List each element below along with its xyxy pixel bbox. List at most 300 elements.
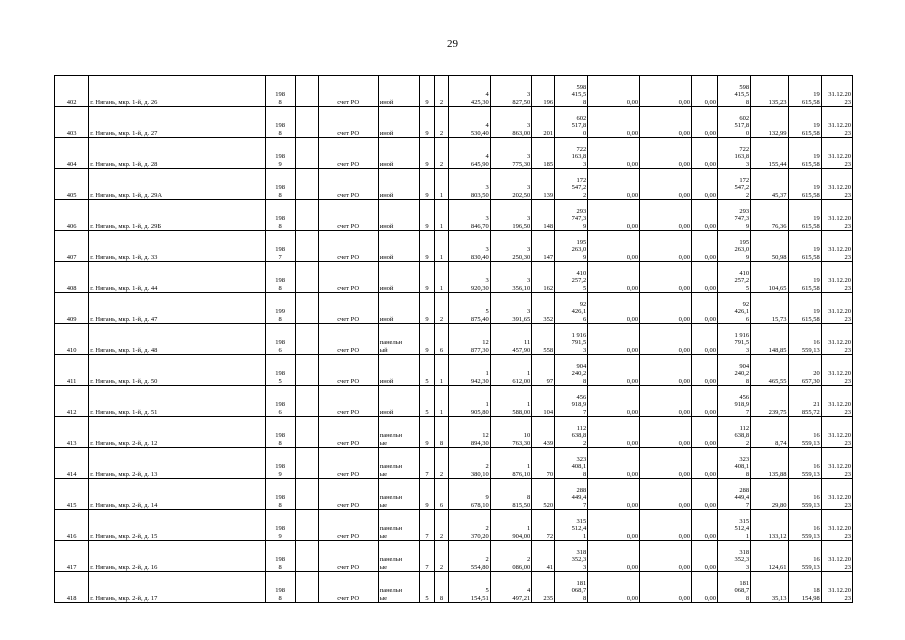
empty-cell — [295, 572, 318, 603]
wall-material-cell: иной — [378, 293, 420, 324]
fund-cell: 0,00 — [588, 510, 640, 541]
owner-funds-cell: 1 916 791,5 3 — [717, 324, 750, 355]
repair-cost-cell: 172 547,2 2 — [555, 169, 588, 200]
fund-cell: 0,00 — [640, 510, 692, 541]
residents-cell: 70 — [532, 448, 555, 479]
floors-cell: 9 — [420, 293, 435, 324]
fund-cell: 0,00 — [692, 541, 718, 572]
address-cell: г. Нягань, мкр. 1-й, д. 50 — [89, 355, 265, 386]
floors-cell: 9 — [420, 76, 435, 107]
row-number-cell: 413 — [55, 417, 89, 448]
owner-funds-cell: 172 547,2 2 — [717, 169, 750, 200]
empty-cell — [295, 169, 318, 200]
funding-source-cell: счет РО — [318, 293, 378, 324]
year-cell: 198 8 — [265, 541, 295, 572]
living-area-cell: 3 391,65 — [490, 293, 532, 324]
residents-cell: 97 — [532, 355, 555, 386]
address-cell: г. Нягань, мкр. 2-й, д. 16 — [89, 541, 265, 572]
max-unit-cost-cell: 16 559,13 — [788, 324, 821, 355]
owner-funds-cell: 318 352,3 3 — [717, 541, 750, 572]
address-cell: г. Нягань, мкр. 2-й, д. 17 — [89, 572, 265, 603]
max-unit-cost-cell: 16 559,13 — [788, 510, 821, 541]
repair-cost-cell: 598 415,5 8 — [555, 76, 588, 107]
unit-cost-cell: 239,75 — [751, 386, 788, 417]
table-row — [55, 262, 853, 293]
total-area-cell: 2 554,80 — [449, 541, 491, 572]
residents-cell: 439 — [532, 417, 555, 448]
table-row — [55, 386, 853, 417]
year-cell: 198 8 — [265, 76, 295, 107]
row-number-cell: 411 — [55, 355, 89, 386]
entrances-cell: 2 — [434, 76, 449, 107]
address-cell: г. Нягань, мкр. 1-й, д. 44 — [89, 262, 265, 293]
funding-source-cell: счет РО — [318, 572, 378, 603]
fund-cell: 0,00 — [588, 262, 640, 293]
unit-cost-cell: 29,80 — [751, 479, 788, 510]
empty-cell — [295, 262, 318, 293]
funding-source-cell: счет РО — [318, 169, 378, 200]
deadline-cell: 31.12.20 23 — [821, 386, 852, 417]
living-area-cell: 2 086,00 — [490, 541, 532, 572]
repair-cost-cell: 323 408,1 8 — [555, 448, 588, 479]
owner-funds-cell: 598 415,5 8 — [717, 76, 750, 107]
empty-cell — [295, 231, 318, 262]
table-row — [55, 572, 853, 603]
floors-cell: 9 — [420, 417, 435, 448]
funding-source-cell: счет РО — [318, 355, 378, 386]
max-unit-cost-cell: 16 559,13 — [788, 448, 821, 479]
funding-source-cell: счет РО — [318, 479, 378, 510]
owner-funds-cell: 288 449,4 7 — [717, 479, 750, 510]
fund-cell: 0,00 — [692, 169, 718, 200]
entrances-cell: 1 — [434, 262, 449, 293]
residents-cell: 558 — [532, 324, 555, 355]
max-unit-cost-cell: 16 559,13 — [788, 541, 821, 572]
wall-material-cell: панельн ые — [378, 572, 420, 603]
unit-cost-cell: 45,37 — [751, 169, 788, 200]
max-unit-cost-cell: 19 615,58 — [788, 169, 821, 200]
address-cell: г. Нягань, мкр. 1-й, д. 33 — [89, 231, 265, 262]
row-number-cell: 405 — [55, 169, 89, 200]
address-cell: г. Нягань, мкр. 2-й, д. 13 — [89, 448, 265, 479]
wall-material-cell: иной — [378, 262, 420, 293]
row-number-cell: 417 — [55, 541, 89, 572]
entrances-cell: 6 — [434, 324, 449, 355]
fund-cell: 0,00 — [640, 169, 692, 200]
deadline-cell: 31.12.20 23 — [821, 324, 852, 355]
residents-cell: 139 — [532, 169, 555, 200]
deadline-cell: 31.12.20 23 — [821, 200, 852, 231]
deadline-cell: 31.12.20 23 — [821, 231, 852, 262]
fund-cell: 0,00 — [640, 417, 692, 448]
floors-cell: 9 — [420, 200, 435, 231]
table-row — [55, 479, 853, 510]
table-row — [55, 200, 853, 231]
total-area-cell: 3 830,40 — [449, 231, 491, 262]
year-cell: 198 5 — [265, 355, 295, 386]
living-area-cell: 3 775,30 — [490, 138, 532, 169]
residents-cell: 104 — [532, 386, 555, 417]
floors-cell: 9 — [420, 262, 435, 293]
max-unit-cost-cell: 19 615,58 — [788, 231, 821, 262]
deadline-cell: 31.12.20 23 — [821, 262, 852, 293]
funding-source-cell: счет РО — [318, 324, 378, 355]
deadline-cell: 31.12.20 23 — [821, 417, 852, 448]
address-cell: г. Нягань, мкр. 2-й, д. 12 — [89, 417, 265, 448]
fund-cell: 0,00 — [640, 355, 692, 386]
repair-cost-cell: 1 916 791,5 3 — [555, 324, 588, 355]
fund-cell: 0,00 — [588, 138, 640, 169]
total-area-cell: 1 942,30 — [449, 355, 491, 386]
repair-cost-cell: 456 918,9 7 — [555, 386, 588, 417]
repair-cost-cell: 722 163,8 3 — [555, 138, 588, 169]
owner-funds-cell: 323 408,1 8 — [717, 448, 750, 479]
empty-cell — [295, 510, 318, 541]
row-number-cell: 418 — [55, 572, 89, 603]
fund-cell: 0,00 — [692, 479, 718, 510]
max-unit-cost-cell: 19 615,58 — [788, 107, 821, 138]
total-area-cell: 12 877,30 — [449, 324, 491, 355]
table-row — [55, 107, 853, 138]
entrances-cell: 6 — [434, 479, 449, 510]
empty-cell — [295, 138, 318, 169]
year-cell: 198 9 — [265, 510, 295, 541]
floors-cell: 7 — [420, 510, 435, 541]
empty-cell — [295, 293, 318, 324]
unit-cost-cell: 104,65 — [751, 262, 788, 293]
address-cell: г. Нягань, мкр. 2-й, д. 15 — [89, 510, 265, 541]
address-cell: г. Нягань, мкр. 1-й, д. 29Б — [89, 200, 265, 231]
table-row — [55, 355, 853, 386]
deadline-cell: 31.12.20 23 — [821, 448, 852, 479]
unit-cost-cell: 132,99 — [751, 107, 788, 138]
living-area-cell: 1 588,00 — [490, 386, 532, 417]
entrances-cell: 1 — [434, 386, 449, 417]
funding-source-cell: счет РО — [318, 448, 378, 479]
year-cell: 198 8 — [265, 107, 295, 138]
owner-funds-cell: 293 747,3 9 — [717, 200, 750, 231]
capital-repair-register-table — [54, 75, 853, 603]
owner-funds-cell: 410 257,2 5 — [717, 262, 750, 293]
total-area-cell: 12 894,30 — [449, 417, 491, 448]
empty-cell — [295, 324, 318, 355]
repair-cost-cell: 315 512,4 1 — [555, 510, 588, 541]
fund-cell: 0,00 — [692, 510, 718, 541]
wall-material-cell: панельн ые — [378, 541, 420, 572]
fund-cell: 0,00 — [588, 417, 640, 448]
page-number: 29 — [447, 38, 458, 50]
fund-cell: 0,00 — [640, 76, 692, 107]
table-row — [55, 417, 853, 448]
fund-cell: 0,00 — [640, 324, 692, 355]
wall-material-cell: иной — [378, 76, 420, 107]
wall-material-cell: иной — [378, 386, 420, 417]
floors-cell: 5 — [420, 386, 435, 417]
owner-funds-cell: 602 517,8 0 — [717, 107, 750, 138]
year-cell: 198 9 — [265, 448, 295, 479]
fund-cell: 0,00 — [692, 76, 718, 107]
owner-funds-cell: 112 638,8 2 — [717, 417, 750, 448]
fund-cell: 0,00 — [588, 107, 640, 138]
table-row — [55, 448, 853, 479]
max-unit-cost-cell: 19 615,58 — [788, 138, 821, 169]
living-area-cell: 3 196,50 — [490, 200, 532, 231]
wall-material-cell: панельн ые — [378, 417, 420, 448]
fund-cell: 0,00 — [640, 293, 692, 324]
deadline-cell: 31.12.20 23 — [821, 541, 852, 572]
entrances-cell: 1 — [434, 169, 449, 200]
year-cell: 198 6 — [265, 324, 295, 355]
total-area-cell: 3 803,50 — [449, 169, 491, 200]
entrances-cell: 2 — [434, 510, 449, 541]
unit-cost-cell: 148,85 — [751, 324, 788, 355]
owner-funds-cell: 181 068,7 8 — [717, 572, 750, 603]
unit-cost-cell: 8,74 — [751, 417, 788, 448]
wall-material-cell: иной — [378, 355, 420, 386]
deadline-cell: 31.12.20 23 — [821, 293, 852, 324]
table-body — [55, 76, 853, 603]
wall-material-cell: панельн ые — [378, 448, 420, 479]
empty-cell — [295, 417, 318, 448]
repair-cost-cell: 293 747,3 9 — [555, 200, 588, 231]
repair-cost-cell: 112 638,8 2 — [555, 417, 588, 448]
deadline-cell: 31.12.20 23 — [821, 138, 852, 169]
table-row — [55, 324, 853, 355]
row-number-cell: 412 — [55, 386, 89, 417]
total-area-cell: 3 920,30 — [449, 262, 491, 293]
floors-cell: 5 — [420, 572, 435, 603]
unit-cost-cell: 124,61 — [751, 541, 788, 572]
wall-material-cell: иной — [378, 231, 420, 262]
total-area-cell: 5 154,51 — [449, 572, 491, 603]
deadline-cell: 31.12.20 23 — [821, 107, 852, 138]
fund-cell: 0,00 — [588, 448, 640, 479]
fund-cell: 0,00 — [692, 200, 718, 231]
row-number-cell: 407 — [55, 231, 89, 262]
wall-material-cell: панельн ые — [378, 510, 420, 541]
entrances-cell: 2 — [434, 448, 449, 479]
residents-cell: 147 — [532, 231, 555, 262]
max-unit-cost-cell: 19 615,58 — [788, 262, 821, 293]
wall-material-cell: иной — [378, 107, 420, 138]
residents-cell: 520 — [532, 479, 555, 510]
deadline-cell: 31.12.20 23 — [821, 169, 852, 200]
address-cell: г. Нягань, мкр. 1-й, д. 29А — [89, 169, 265, 200]
owner-funds-cell: 195 263,0 9 — [717, 231, 750, 262]
wall-material-cell: иной — [378, 200, 420, 231]
table-row — [55, 138, 853, 169]
total-area-cell: 3 846,70 — [449, 200, 491, 231]
unit-cost-cell: 135,23 — [751, 76, 788, 107]
residents-cell: 72 — [532, 510, 555, 541]
total-area-cell: 5 875,40 — [449, 293, 491, 324]
floors-cell: 5 — [420, 355, 435, 386]
entrances-cell: 2 — [434, 541, 449, 572]
living-area-cell: 1 876,10 — [490, 448, 532, 479]
row-number-cell: 406 — [55, 200, 89, 231]
fund-cell: 0,00 — [588, 293, 640, 324]
living-area-cell: 10 763,30 — [490, 417, 532, 448]
living-area-cell: 8 815,50 — [490, 479, 532, 510]
fund-cell: 0,00 — [588, 76, 640, 107]
living-area-cell: 3 250,30 — [490, 231, 532, 262]
fund-cell: 0,00 — [640, 448, 692, 479]
year-cell: 198 8 — [265, 417, 295, 448]
total-area-cell: 4 645,90 — [449, 138, 491, 169]
residents-cell: 148 — [532, 200, 555, 231]
floors-cell: 9 — [420, 231, 435, 262]
deadline-cell: 31.12.20 23 — [821, 479, 852, 510]
fund-cell: 0,00 — [692, 417, 718, 448]
repair-cost-cell: 318 352,3 3 — [555, 541, 588, 572]
fund-cell: 0,00 — [640, 200, 692, 231]
address-cell: г. Нягань, мкр. 1-й, д. 27 — [89, 107, 265, 138]
fund-cell: 0,00 — [692, 262, 718, 293]
owner-funds-cell: 92 426,1 6 — [717, 293, 750, 324]
living-area-cell: 3 863,00 — [490, 107, 532, 138]
table-row — [55, 76, 853, 107]
row-number-cell: 408 — [55, 262, 89, 293]
fund-cell: 0,00 — [588, 355, 640, 386]
fund-cell: 0,00 — [692, 138, 718, 169]
floors-cell: 7 — [420, 541, 435, 572]
residents-cell: 235 — [532, 572, 555, 603]
year-cell: 198 7 — [265, 231, 295, 262]
floors-cell: 7 — [420, 448, 435, 479]
max-unit-cost-cell: 16 559,13 — [788, 417, 821, 448]
total-area-cell: 2 370,20 — [449, 510, 491, 541]
entrances-cell: 2 — [434, 293, 449, 324]
empty-cell — [295, 76, 318, 107]
fund-cell: 0,00 — [588, 386, 640, 417]
row-number-cell: 415 — [55, 479, 89, 510]
wall-material-cell: панельн ый — [378, 324, 420, 355]
year-cell: 198 8 — [265, 200, 295, 231]
year-cell: 198 8 — [265, 169, 295, 200]
fund-cell: 0,00 — [588, 479, 640, 510]
entrances-cell: 8 — [434, 417, 449, 448]
table-row — [55, 169, 853, 200]
living-area-cell: 4 497,21 — [490, 572, 532, 603]
fund-cell: 0,00 — [588, 231, 640, 262]
residents-cell: 196 — [532, 76, 555, 107]
owner-funds-cell: 456 918,9 7 — [717, 386, 750, 417]
floors-cell: 9 — [420, 169, 435, 200]
living-area-cell: 3 827,50 — [490, 76, 532, 107]
repair-cost-cell: 92 426,1 6 — [555, 293, 588, 324]
max-unit-cost-cell: 21 855,72 — [788, 386, 821, 417]
fund-cell: 0,00 — [640, 138, 692, 169]
repair-cost-cell: 904 240,2 8 — [555, 355, 588, 386]
fund-cell: 0,00 — [640, 386, 692, 417]
floors-cell: 9 — [420, 138, 435, 169]
funding-source-cell: счет РО — [318, 386, 378, 417]
fund-cell: 0,00 — [692, 107, 718, 138]
max-unit-cost-cell: 20 657,30 — [788, 355, 821, 386]
total-area-cell: 1 905,80 — [449, 386, 491, 417]
fund-cell: 0,00 — [640, 231, 692, 262]
fund-cell: 0,00 — [640, 262, 692, 293]
row-number-cell: 404 — [55, 138, 89, 169]
residents-cell: 352 — [532, 293, 555, 324]
unit-cost-cell: 155,44 — [751, 138, 788, 169]
repair-cost-cell: 181 068,7 8 — [555, 572, 588, 603]
empty-cell — [295, 107, 318, 138]
deadline-cell: 31.12.20 23 — [821, 355, 852, 386]
fund-cell: 0,00 — [692, 231, 718, 262]
fund-cell: 0,00 — [640, 541, 692, 572]
funding-source-cell: счет РО — [318, 541, 378, 572]
funding-source-cell: счет РО — [318, 138, 378, 169]
total-area-cell: 2 380,10 — [449, 448, 491, 479]
table-row — [55, 293, 853, 324]
unit-cost-cell: 15,73 — [751, 293, 788, 324]
fund-cell: 0,00 — [692, 355, 718, 386]
funding-source-cell: счет РО — [318, 200, 378, 231]
year-cell: 198 9 — [265, 138, 295, 169]
entrances-cell: 1 — [434, 355, 449, 386]
fund-cell: 0,00 — [692, 572, 718, 603]
fund-cell: 0,00 — [692, 293, 718, 324]
empty-cell — [295, 355, 318, 386]
max-unit-cost-cell: 19 615,58 — [788, 76, 821, 107]
year-cell: 199 8 — [265, 293, 295, 324]
entrances-cell: 2 — [434, 107, 449, 138]
deadline-cell: 31.12.20 23 — [821, 572, 852, 603]
repair-cost-cell: 410 257,2 5 — [555, 262, 588, 293]
living-area-cell: 3 202,50 — [490, 169, 532, 200]
empty-cell — [295, 541, 318, 572]
unit-cost-cell: 76,36 — [751, 200, 788, 231]
floors-cell: 9 — [420, 107, 435, 138]
fund-cell: 0,00 — [588, 200, 640, 231]
residents-cell: 185 — [532, 138, 555, 169]
funding-source-cell: счет РО — [318, 107, 378, 138]
total-area-cell: 4 530,40 — [449, 107, 491, 138]
row-number-cell: 409 — [55, 293, 89, 324]
deadline-cell: 31.12.20 23 — [821, 76, 852, 107]
max-unit-cost-cell: 18 154,98 — [788, 572, 821, 603]
row-number-cell: 402 — [55, 76, 89, 107]
residents-cell: 162 — [532, 262, 555, 293]
fund-cell: 0,00 — [640, 572, 692, 603]
unit-cost-cell: 133,12 — [751, 510, 788, 541]
year-cell: 198 8 — [265, 262, 295, 293]
unit-cost-cell: 465,55 — [751, 355, 788, 386]
fund-cell: 0,00 — [692, 386, 718, 417]
table-row — [55, 231, 853, 262]
floors-cell: 9 — [420, 479, 435, 510]
residents-cell: 41 — [532, 541, 555, 572]
max-unit-cost-cell: 16 559,13 — [788, 479, 821, 510]
address-cell: г. Нягань, мкр. 1-й, д. 47 — [89, 293, 265, 324]
fund-cell: 0,00 — [640, 479, 692, 510]
table-row — [55, 541, 853, 572]
fund-cell: 0,00 — [692, 324, 718, 355]
owner-funds-cell: 722 163,8 3 — [717, 138, 750, 169]
address-cell: г. Нягань, мкр. 2-й, д. 14 — [89, 479, 265, 510]
living-area-cell: 3 356,10 — [490, 262, 532, 293]
repair-cost-cell: 195 263,0 9 — [555, 231, 588, 262]
entrances-cell: 1 — [434, 200, 449, 231]
fund-cell: 0,00 — [640, 107, 692, 138]
total-area-cell: 4 425,30 — [449, 76, 491, 107]
funding-source-cell: счет РО — [318, 510, 378, 541]
row-number-cell: 416 — [55, 510, 89, 541]
living-area-cell: 11 457,90 — [490, 324, 532, 355]
empty-cell — [295, 479, 318, 510]
floors-cell: 9 — [420, 324, 435, 355]
